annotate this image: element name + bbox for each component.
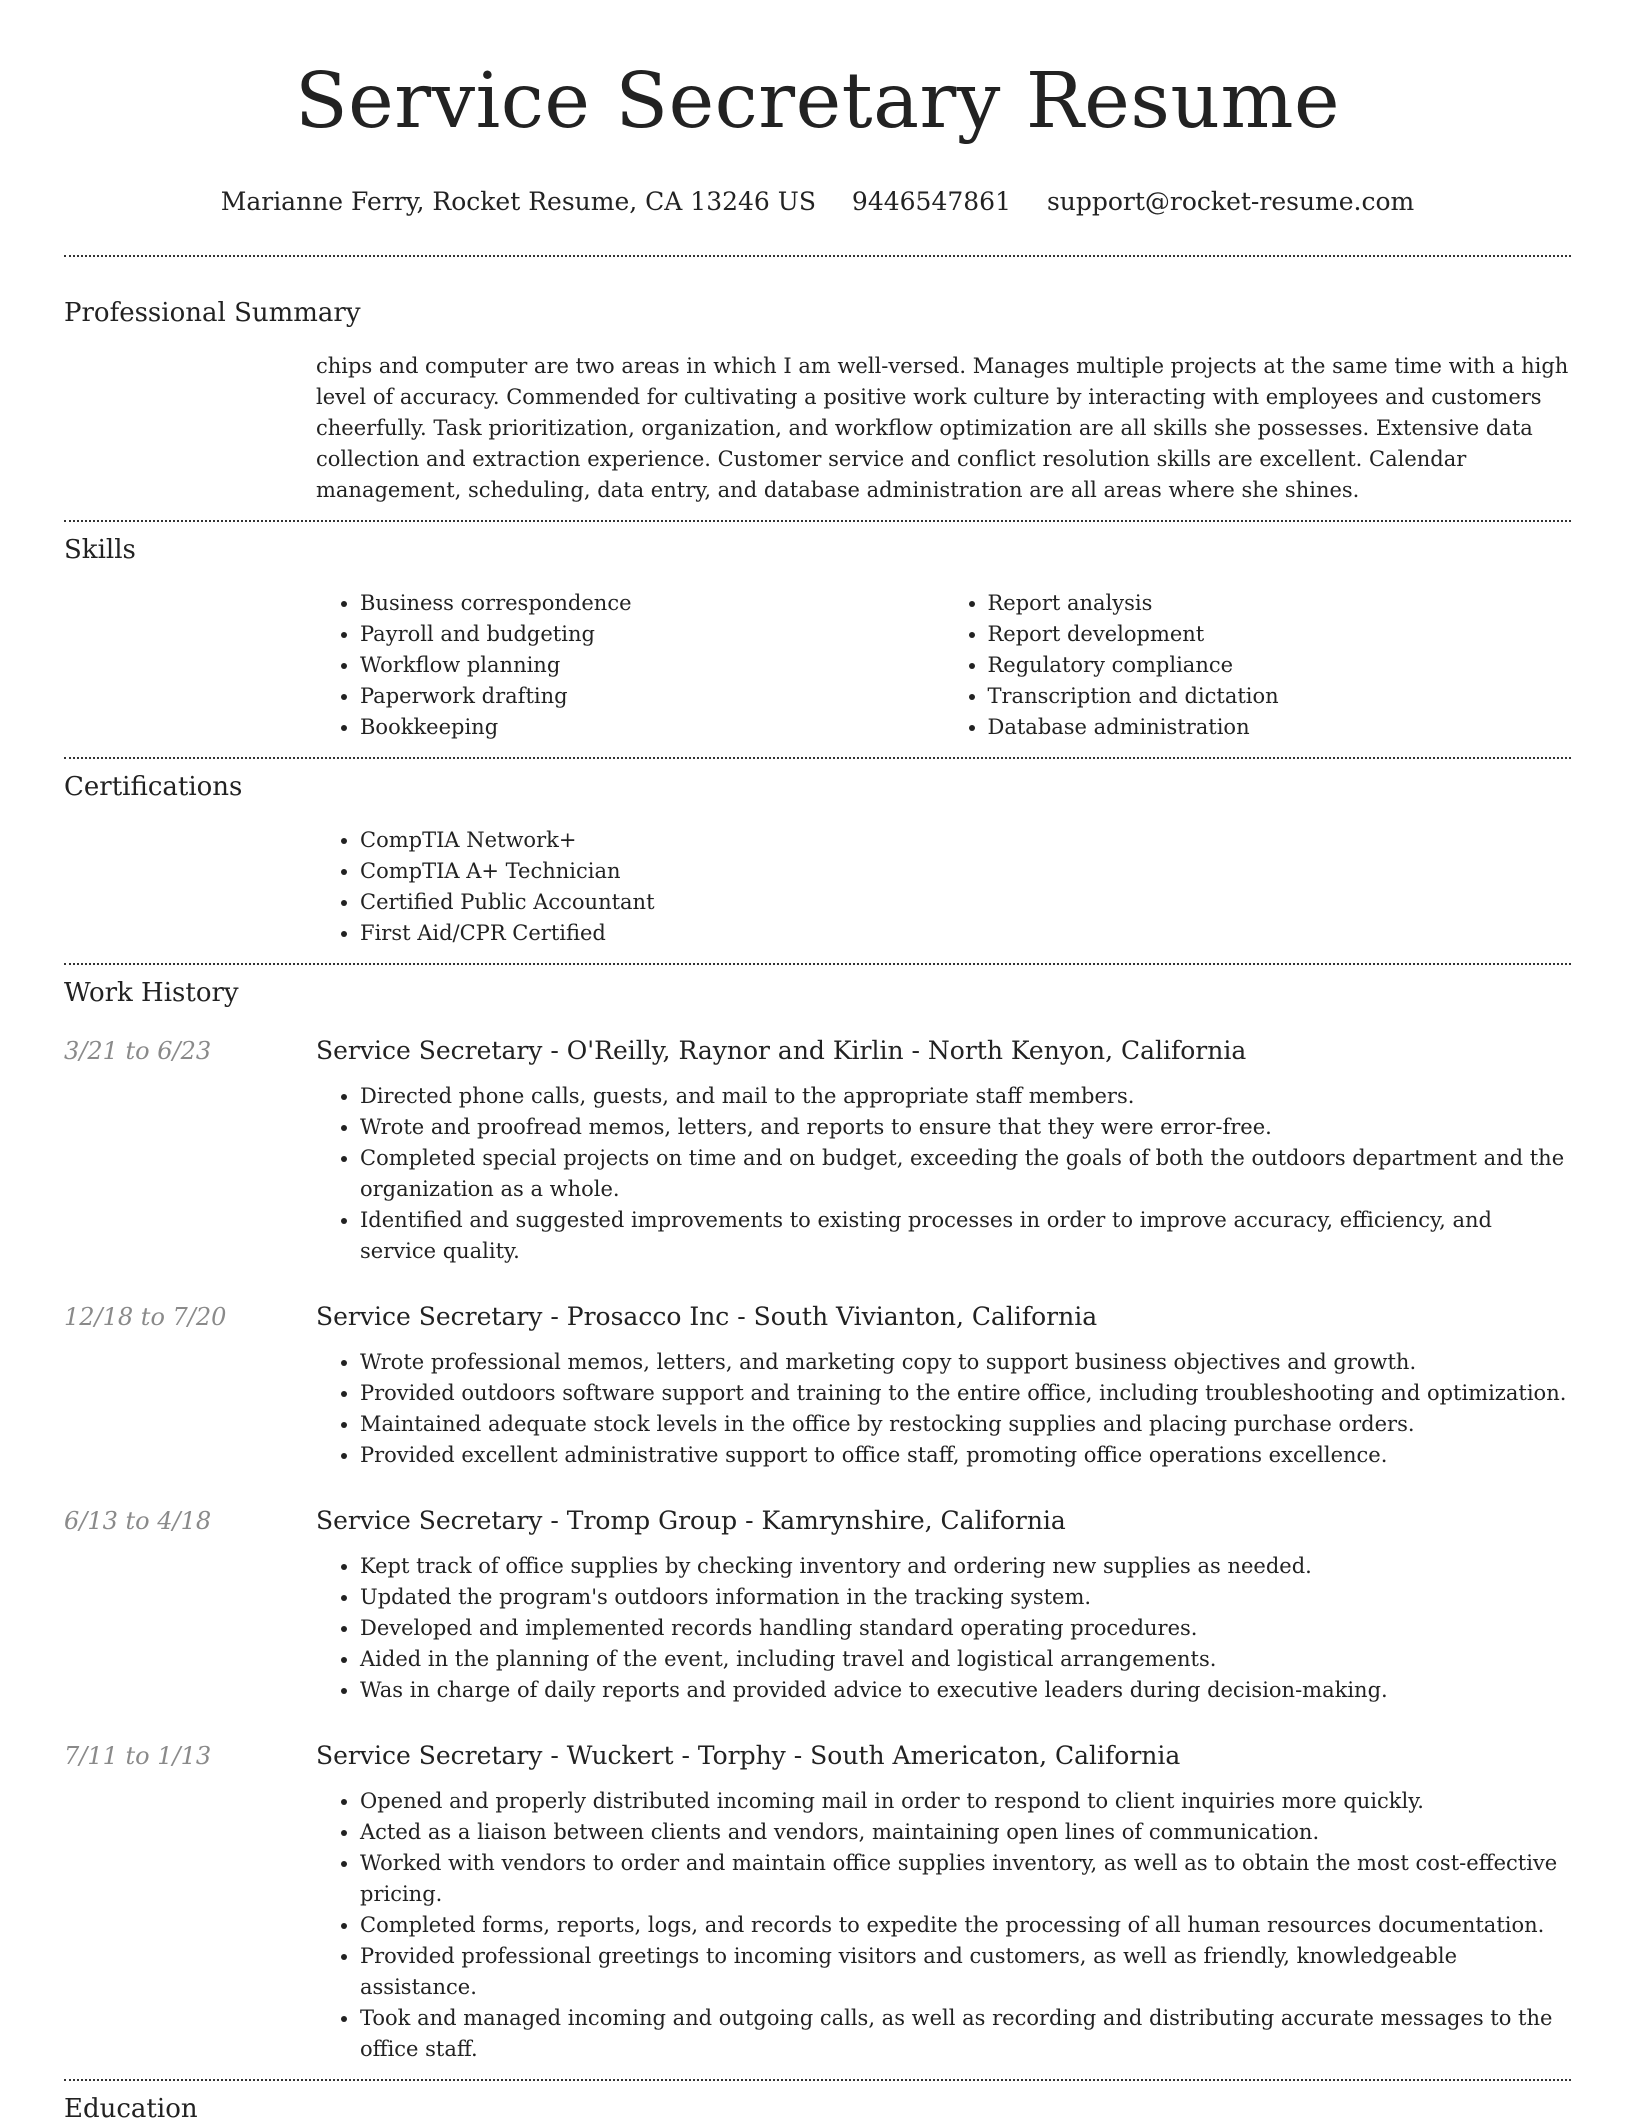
skills-list-right [944,588,1572,743]
summary-text: chips and computer are two areas in which I am well-versed. Manages multiple projects at the same time with a high level of accuracy. Commended for cultivating a positive work culture by interacting with employees and customers cheerfully. Task prioritization, organization, and workflow optimization are all skills she possesses. Extensive data collection and extraction experience. Customer service and conflict resolution skills are excellent. Calendar management, scheduling, data entry, and database administration are all areas where she shines. [316,354,1569,502]
job-title: Service Secretary - Wuckert - Torphy - South Americaton, California [316,1741,1181,1770]
list-item: • Took and managed incoming and outgoing calls, as well as recording and distributing accurate messages to the office staff. [360,2003,1571,2065]
list-item: • Provided outdoors software support and training to the entire office, including troubleshooting and optimization. [360,1378,1571,1409]
list-item: • Completed special projects on time and on budget, exceeding the goals of both the outdoors department and the organization as a whole. [360,1143,1571,1205]
list-item: • CompTIA Network+ [360,825,1571,856]
list-item: • Directed phone calls, guests, and mail to the appropriate staff members. [360,1081,1571,1112]
list-item: • Paperwork drafting [360,681,944,712]
section-divider [64,2079,1571,2081]
certifications-section [64,771,1571,949]
job-entry [64,1035,1571,1267]
job-dates: 3/21 to 6/23 [64,1037,212,1065]
skills-grid [316,588,1571,743]
list-item: • Payroll and budgeting [360,619,944,650]
contact-email: support@rocket-resume.com [1046,187,1415,216]
professional-summary-section [64,297,1571,506]
list-item: • Worked with vendors to order and maintain office supplies inventory, as well as to obtain the most cost-effective pricing. [360,1848,1571,1910]
list-item: • Provided professional greetings to incoming visitors and customers, as well as friendly, knowledgeable assistance. [360,1941,1571,2003]
resume-page [64,0,1571,2125]
section-divider [64,520,1571,522]
job-entry [64,1740,1571,2065]
list-item: • Kept track of office supplies by checking inventory and ordering new supplies as needed. [360,1551,1571,1582]
section-divider [64,757,1571,759]
certifications-block [316,825,1571,949]
job-duties [316,1081,1571,1267]
list-item: • Report development [988,619,1572,650]
job-title: Service Secretary - Tromp Group - Kamrynshire, California [316,1506,1066,1535]
list-item: • Business correspondence [360,588,944,619]
section-divider [64,255,1571,257]
list-item: • Aided in the planning of the event, including travel and logistical arrangements. [360,1644,1571,1675]
work-history-section [64,977,1571,2065]
job-duties [316,1347,1571,1471]
education-section [64,2093,1571,2125]
job-dates: 6/13 to 4/18 [64,1507,212,1535]
list-item: • Wrote professional memos, letters, and marketing copy to support business objectives and growth. [360,1347,1571,1378]
list-item: • Certified Public Accountant [360,887,1571,918]
list-item: • Database administration [988,712,1572,743]
list-item: • CompTIA A+ Technician [360,856,1571,887]
skills-section [64,534,1571,743]
list-item: • Identified and suggested improvements to existing processes in order to improve accuracy, efficiency, and service quality. [360,1205,1571,1267]
section-heading-skills: Skills [64,535,136,565]
job-dates: 12/18 to 7/20 [64,1303,227,1331]
job-bullets [316,1347,1571,1471]
section-divider [64,963,1571,965]
list-item: • Maintained adequate stock levels in the office by restocking supplies and placing purchase orders. [360,1409,1571,1440]
list-item: • First Aid/CPR Certified [360,918,1571,949]
job-entry [64,1505,1571,1706]
job-duties [316,1786,1571,2065]
list-item: • Opened and properly distributed incoming mail in order to respond to client inquiries more quickly. [360,1786,1571,1817]
job-duties [316,1551,1571,1706]
resume-title: Service Secretary Resume [294,57,1341,146]
job-bullets [316,1081,1571,1267]
section-heading-certifications: Certifications [64,772,243,802]
list-item: • Bookkeeping [360,712,944,743]
contact-phone: 9446547861 [851,187,1011,216]
job-title: Service Secretary - Prosacco Inc - South Vivianton, California [316,1302,1098,1331]
job-dates: 7/11 to 1/13 [64,1742,212,1770]
skills-list-left [316,588,944,743]
contact-address: Marianne Ferry, Rocket Resume, CA 13246 US [220,187,816,216]
list-item: • Wrote and proofread memos, letters, and reports to ensure that they were error-free. [360,1112,1571,1143]
certifications-list [316,825,1571,949]
list-item: • Transcription and dictation [988,681,1572,712]
section-heading-summary: Professional Summary [64,298,361,328]
job-bullets [316,1786,1571,2065]
list-item: • Developed and implemented records handling standard operating procedures. [360,1613,1571,1644]
section-heading-education: Education [64,2094,198,2124]
list-item: • Workflow planning [360,650,944,681]
list-item: • Regulatory compliance [988,650,1572,681]
job-title: Service Secretary - O'Reilly, Raynor and Kirlin - North Kenyon, California [316,1036,1247,1065]
contact-line [64,186,1571,218]
section-heading-work: Work History [64,978,239,1008]
list-item: • Updated the program's outdoors information in the tracking system. [360,1582,1571,1613]
job-entry [64,1301,1571,1471]
list-item: • Completed forms, reports, logs, and records to expedite the processing of all human resources documentation. [360,1910,1571,1941]
list-item: • Report analysis [988,588,1572,619]
list-item: • Was in charge of daily reports and provided advice to executive leaders during decision-making. [360,1675,1571,1706]
list-item: • Provided excellent administrative support to office staff, promoting office operations excellence. [360,1440,1571,1471]
list-item: • Acted as a liaison between clients and vendors, maintaining open lines of communication. [360,1817,1571,1848]
job-bullets [316,1551,1571,1706]
